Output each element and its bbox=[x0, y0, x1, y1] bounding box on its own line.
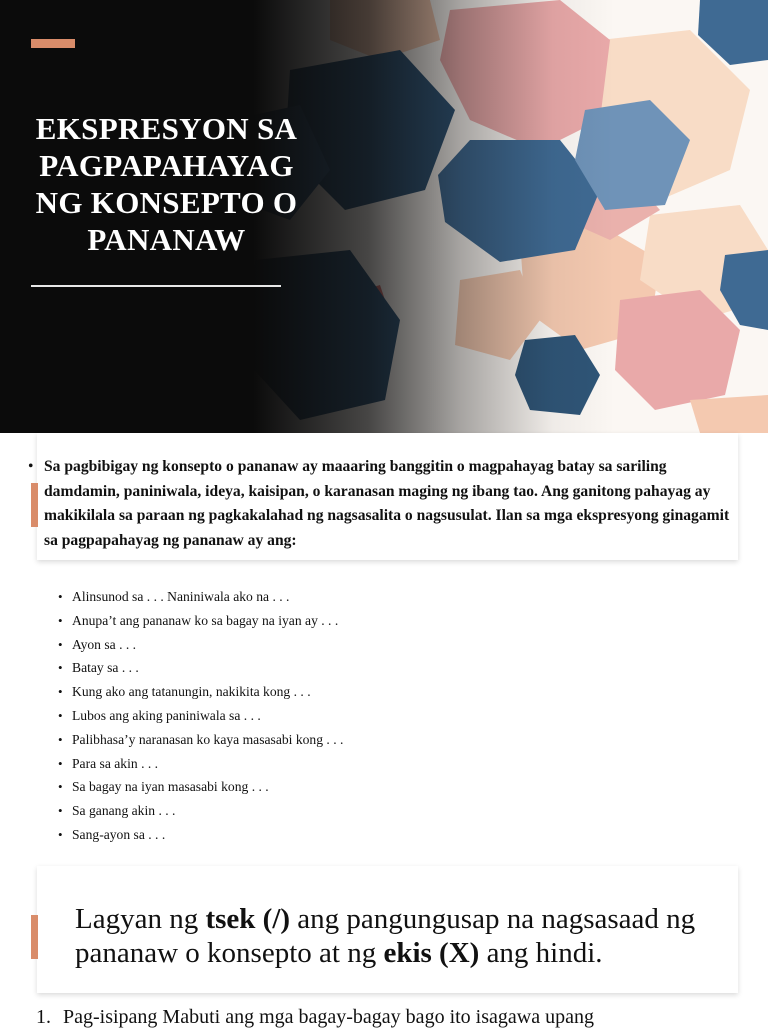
list-item: • Palibhasa’y naranasan ko kaya masasabi kong . . . bbox=[58, 728, 343, 752]
instruction-heading bbox=[75, 902, 735, 970]
list-item: • Ayon sa . . . bbox=[58, 633, 343, 657]
hero-banner bbox=[0, 0, 768, 433]
list-item: • Sang-ayon sa . . . bbox=[58, 823, 343, 847]
instruction-text-1: Lagyan ng bbox=[75, 903, 206, 935]
numbered-item bbox=[36, 1004, 756, 1030]
page-title: EKSPRESYON SA PAGPAPAHAYAG NG KONSEPTO O PANANAW bbox=[35, 111, 298, 257]
instruction-cross-term: ekis (X) bbox=[383, 937, 480, 969]
list-item: • Batay sa . . . bbox=[58, 656, 343, 680]
item-text: Pag-isipang Mabuti ang mga bagay-bagay bago ito isagawa upang bbox=[63, 1006, 594, 1028]
instruction-text-2: ang pangungusap na nagsasaad ng pananaw o konsepto at ng bbox=[75, 903, 696, 969]
list-item: • Para sa akin . . . bbox=[58, 752, 343, 776]
list-item: • Alinsunod sa . . . Naniniwala ako na . . . bbox=[58, 585, 343, 609]
intro-text: Sa pagbibigay ng konsepto o pananaw ay maaaring banggitin o magpahayag batay sa sariling damdamin, paniniwala, ideya, kaisipan, o karanasan maging ng ibang tao. Ang ganitong pahayag ay makikilala sa paraan ng pagkakalahad ng nagsasalita o nagsusulat. Ilan sa mga ekspresyong ginagamit sa pagpapahayag ng pananaw ay ang: bbox=[44, 458, 730, 549]
accent-dash bbox=[31, 39, 75, 48]
list-item: • Sa ganang akin . . . bbox=[58, 799, 343, 823]
instruction-accent-bar bbox=[31, 915, 38, 959]
list-item: • Lubos ang aking paniniwala sa . . . bbox=[58, 704, 343, 728]
expressions-list bbox=[58, 585, 343, 847]
instruction-check-term: tsek (/) bbox=[205, 903, 291, 935]
list-item: • Anupa’t ang pananaw ko sa bagay na iyan ay . . . bbox=[58, 609, 343, 633]
bullet-icon: • bbox=[28, 458, 34, 475]
list-item: • Sa bagay na iyan masasabi kong . . . bbox=[58, 775, 343, 799]
title-underline bbox=[31, 285, 281, 287]
list-item: • Kung ako ang tatanungin, nakikita kong . . . bbox=[58, 680, 343, 704]
instruction-text-3: ang hindi. bbox=[479, 937, 603, 969]
item-number: 1. bbox=[36, 1006, 51, 1028]
intro-paragraph bbox=[28, 455, 740, 553]
